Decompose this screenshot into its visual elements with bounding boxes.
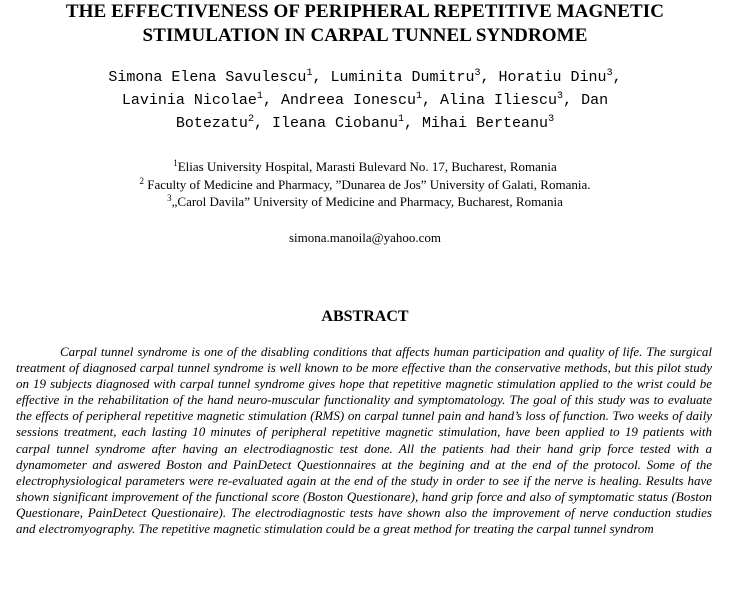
affiliation-3 [0,193,730,210]
affiliation-text: Elias University Hospital, Marasti Bulevard No. 17, Bucharest, Romania [177,159,557,174]
author-line-1: Simona Elena Savulescu$^1$, Luminita Dumitru$^3$, Horatiu Dinu$^3$, [108,68,622,86]
author-affiliation-sup: 1 [398,114,405,125]
author-affiliation-sup: 1 [306,68,313,79]
paper-title-line-2: STIMULATION IN CARPAL TUNNEL SYNDROME [142,25,588,46]
paper-title-line-1: THE EFFECTIVENESS OF PERIPHERAL REPETITIVE MAGNETIC [65,1,665,22]
affiliation-2 [0,176,730,193]
affiliation-1 [0,158,730,175]
author-name: Botezatu [175,115,248,132]
author-affiliation-sup: 2 [247,114,254,125]
author-affiliation-sup: 1 [256,91,263,102]
author-line-2: Lavinia Nicolae$^1$, Andreea Ionescu$^1$, Alina Iliescu$^3$, Dan [121,91,609,109]
abstract-heading: ABSTRACT [321,308,409,325]
author-affiliation-sup: 3 [474,68,481,79]
author-name: Ileana Ciobanu [271,115,398,132]
author-line-3: Botezatu$^2$, Ileana Ciobanu$^1$, Mihai Berteanu$^3$ [175,114,555,132]
abstract-body: Carpal tunnel syndrome is one of the disabling conditions that affects human participation and quality of life. The surgical treatment of diagnosed carpal tunnel syndrome is well known to be more effective than the conservative methods, but this pilot study on 19 subjects diagnosed with carpal tunnel syndrome gives hope that repetitive magnetic stimulation applied to the wrist could be effective in the rehabilitation of the hand neuro-muscular functionality and symptomatology. The goal of this study was to evaluate the effects of peripheral repetitive magnetic stimulation (RMS) on carpal tunnel pain and hand’s loss of function. Two weeks of daily sessions treatment, each lasting 10 minutes of peripheral repetitive magnetic stimulation, have been applied to 19 patients with carpal tunnel syndrome after having an electrodiagnostic test done. All the patients had their hand grip force tested with a dynamometer and aswered Boston and PainDetect Questionnaires at the begining and at the end of the protocol. Some of the electrophysiological parameters were re-evaluated again at the end of the study in order to see if the nerve is healing. Results have shown significant improvement of the functional score (Boston Questionare), hand grip force and also of symptomatic status (Boston Questionare, PainDetect Questionaire). The electrodiagnostic tests have shown also the improvement of nerve conduction studies and electromyography. The repetitive magnetic stimulation could be a great method for treating the carpal tunnel syndrom [16,344,712,537]
contact-email: simona.manoila@yahoo.com [288,230,442,245]
author-affiliation-sup: 3 [548,114,555,125]
author-name: Luminita Dumitru [330,69,475,86]
author-name: Andreea Ionescu [280,92,416,109]
author-name: Mihai Berteanu [422,115,549,132]
author-affiliation-sup: 1 [415,91,422,102]
author-name: Horatiu Dinu [498,69,607,86]
author-name: Simona Elena Savulescu [108,69,307,86]
author-name: Dan [581,92,609,109]
affiliation-text: Faculty of Medicine and Pharmacy, ”Dunarea de Jos” University of Galati, Romania. [144,177,591,192]
author-affiliation-sup: 3 [557,91,564,102]
affiliation-number: 3 [167,193,172,203]
author-name: Alina Iliescu [440,92,558,109]
affiliation-text: „Carol Davila” University of Medicine and Pharmacy, Bucharest, Romania [171,194,563,209]
affiliation-number: 1 [173,158,178,168]
author-affiliation-sup: 3 [606,68,613,79]
author-name: Lavinia Nicolae [121,92,257,109]
affiliation-number: 2 [139,176,145,186]
